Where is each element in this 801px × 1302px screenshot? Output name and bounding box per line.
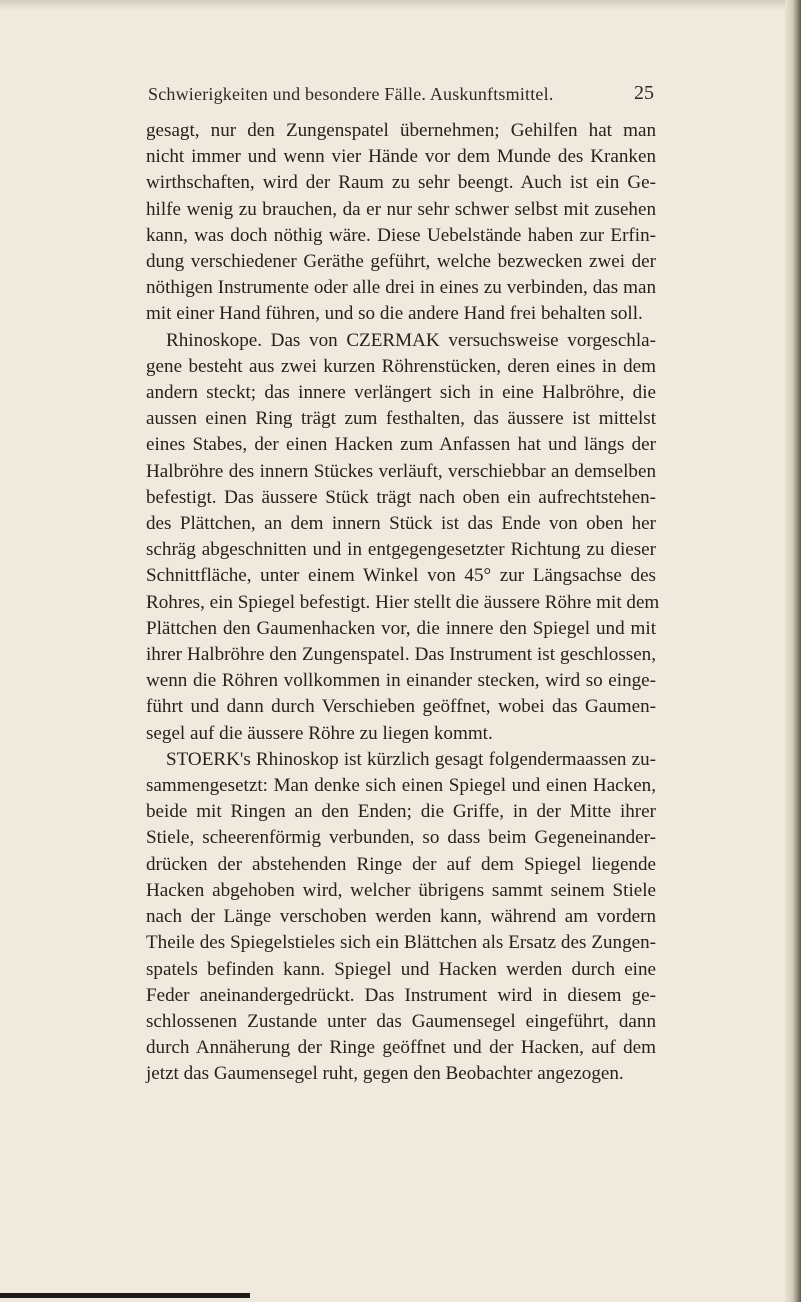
- text-line: Stiele, scheerenförmig verbunden, so dass beim Gegeneinander-: [146, 827, 656, 849]
- text-line: führt und dann durch Verschieben geöffnet, wobei das Gaumen-: [146, 696, 656, 718]
- text-line: des Plättchen, an dem innern Stück ist das Ende von oben her: [146, 513, 656, 535]
- text-line: schlossenen Zustande unter das Gaumensegel eingeführt, dann: [146, 1010, 656, 1032]
- text-line: drücken der abstehenden Ringe der auf dem Spiegel liegende: [146, 853, 656, 875]
- text-line: Rhinoskope. Das von CZERMAK versuchsweise vorgeschla-: [166, 329, 656, 351]
- page-number: 25: [634, 82, 654, 104]
- text-line: spatels befinden kann. Spiegel und Hacken werden durch eine: [146, 958, 656, 980]
- page-top-shadow: [0, 0, 801, 10]
- text-line: STOERK's Rhinoskop ist kürzlich gesagt folgendermaassen zu-: [166, 748, 656, 770]
- running-head: [146, 78, 654, 108]
- text-line: Hacken abgehoben wird, welcher übrigens sammt seinem Stiele: [146, 879, 656, 901]
- text-line: durch Annäherung der Ringe geöffnet und der Hacken, auf dem: [146, 1037, 656, 1059]
- text-line: hilfe wenig zu brauchen, da er nur sehr schwer selbst mit zusehen: [146, 198, 656, 220]
- text-line: aussen einen Ring trägt zum festhalten, das äussere ist mittelst: [146, 408, 656, 430]
- text-line: jetzt das Gaumensegel ruht, gegen den Beobachter angezogen.: [146, 1063, 624, 1085]
- text-line: Halbröhre des innern Stückes verläuft, verschiebbar an demselben: [146, 460, 656, 482]
- body-text: [146, 118, 660, 1088]
- text-line: gene besteht aus zwei kurzen Röhrenstücken, deren eines in dem: [146, 355, 656, 377]
- text-line: beide mit Ringen an den Enden; die Griffe, in der Mitte ihrer: [146, 801, 656, 823]
- text-line: nicht immer und wenn vier Hände vor dem Munde des Kranken: [146, 146, 656, 168]
- text-line: eines Stabes, der einen Hacken zum Anfassen hat und längs der: [146, 434, 656, 456]
- text-line: ihrer Halbröhre den Zungenspatel. Das Instrument ist geschlossen,: [146, 644, 656, 666]
- text-line: dung verschiedener Geräthe geführt, welche bezwecken zwei der: [146, 251, 656, 273]
- text-line: kann, was doch nöthig wäre. Diese Uebelstände haben zur Erfin-: [146, 224, 656, 246]
- text-line: Theile des Spiegelstieles sich ein Blättchen als Ersatz des Zungen-: [146, 932, 656, 954]
- running-title: Schwierigkeiten und besondere Fälle. Auskunftsmittel.: [148, 84, 554, 104]
- text-line: Feder aneinandergedrückt. Das Instrument wird in diesem ge-: [146, 984, 656, 1006]
- text-line: Plättchen den Gaumenhacken vor, die innere den Spiegel und mit: [146, 617, 656, 639]
- text-line: gesagt, nur den Zungenspatel übernehmen; Gehilfen hat man: [146, 120, 656, 141]
- text-line: wenn die Röhren vollkommen in einander stecken, wird so einge-: [146, 670, 656, 692]
- text-line: wirthschaften, wird der Raum zu sehr beengt. Auch ist ein Ge-: [146, 172, 656, 194]
- text-line: sammengesetzt: Man denke sich einen Spiegel und einen Hacken,: [146, 775, 656, 797]
- bottom-edge-rule: [0, 1293, 250, 1298]
- text-line: nöthigen Instrumente oder alle drei in eines zu verbinden, das man: [146, 277, 656, 299]
- text-line: andern steckt; das innere verlängert sich in eine Halbröhre, die: [146, 382, 656, 404]
- text-line: befestigt. Das äussere Stück trägt nach oben ein aufrechtstehen-: [146, 486, 656, 508]
- text-line: mit einer Hand führen, und so die andere Hand frei behalten soll.: [146, 303, 643, 325]
- text-line: Schnittfläche, unter einem Winkel von 45° zur Längsachse des: [146, 565, 656, 587]
- text-line: Rohres, ein Spiegel befestigt. Hier stellt die äussere Röhre mit dem: [146, 591, 660, 613]
- page-binding-edge: [785, 0, 801, 1302]
- text-line: schräg abgeschnitten und in entgegengesetzter Richtung zu dieser: [146, 539, 656, 561]
- text-line: segel auf die äussere Röhre zu liegen kommt.: [146, 722, 493, 744]
- text-line: nach der Länge verschoben werden kann, während am vordern: [146, 906, 656, 928]
